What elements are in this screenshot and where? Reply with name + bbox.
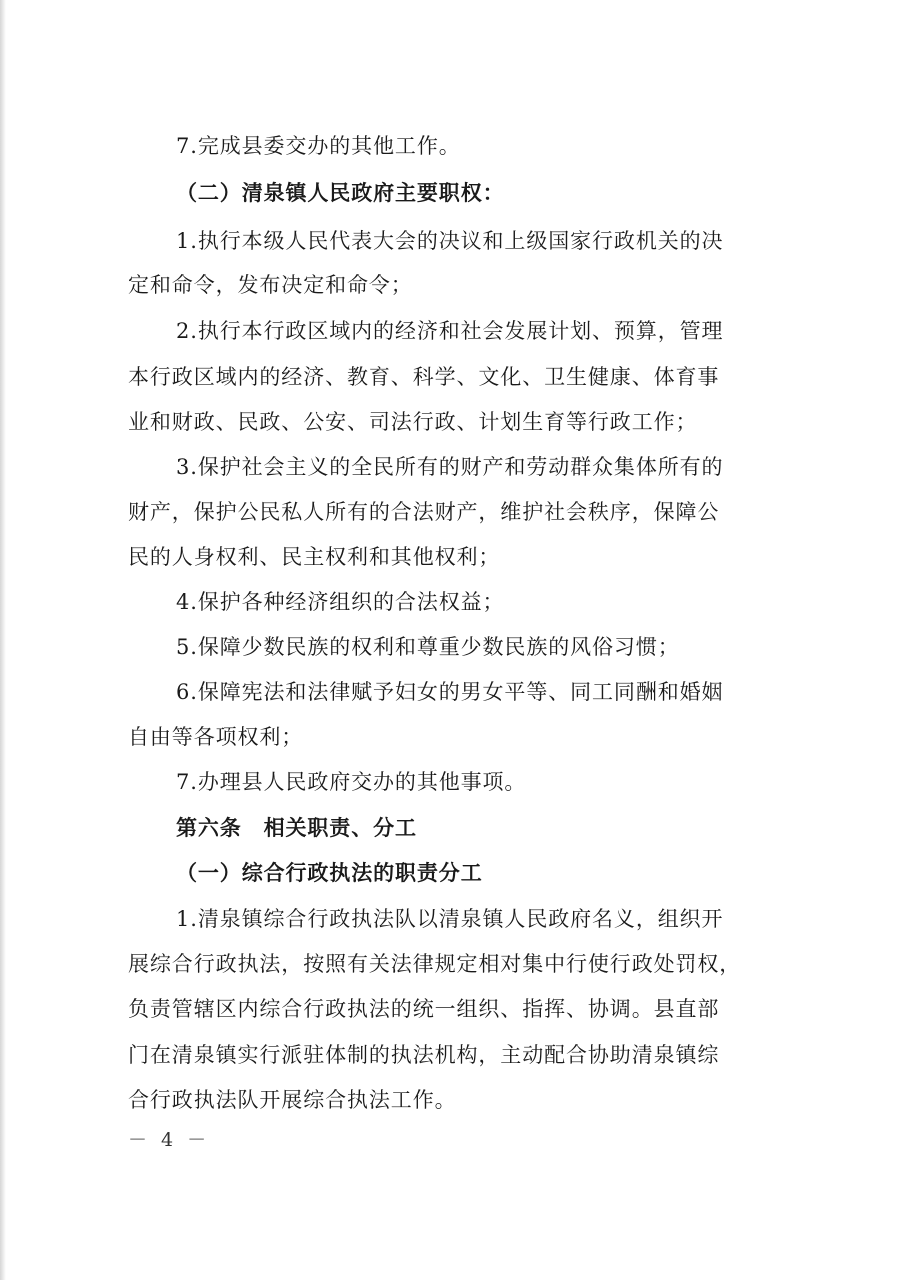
text-line: 4.保护各种经济组织的合法权益； — [176, 590, 505, 614]
scan-edge — [0, 0, 6, 1280]
text-line: 3.保护社会主义的全民所有的财产和劳动群众集体所有的 — [176, 455, 724, 479]
text-line: 1.执行本级人民代表大会的决议和上级国家行政机关的决 — [176, 229, 724, 253]
text-line: 业和财政、民政、公安、司法行政、计划生育等行政工作； — [128, 410, 698, 434]
text-line: 民的人身权利、民主权利和其他权利； — [128, 545, 501, 569]
section-heading: （一）综合行政执法的职责分工 — [176, 861, 483, 885]
article-heading: 第六条 相关职责、分工 — [176, 816, 417, 840]
text-line: 5.保障少数民族的权利和尊重少数民族的风俗习惯； — [176, 635, 680, 659]
text-line: 1.清泉镇综合行政执法队以清泉镇人民政府名义，组织开 — [176, 907, 724, 931]
text-line: 门在清泉镇实行派驻体制的执法机构，主动配合协助清泉镇综 — [128, 1043, 720, 1067]
text-line: 7.办理县人民政府交办的其他事项。 — [176, 770, 527, 794]
text-line: 本行政区域内的经济、教育、科学、文化、卫生健康、体育事 — [128, 365, 720, 389]
text-line: 负责管辖区内综合行政执法的统一组织、指挥、协调。县直部 — [128, 997, 720, 1021]
text-line: 合行政执法队开展综合执法工作。 — [128, 1088, 457, 1112]
text-line: 自由等各项权利； — [128, 725, 304, 749]
text-line: 2.执行本行政区域内的经济和社会发展计划、预算，管理 — [176, 319, 724, 343]
text-line: 6.保障宪法和法律赋予妇女的男女平等、同工同酬和婚姻 — [176, 680, 724, 704]
text-line: 财产，保护公民私人所有的合法财产，维护社会秩序，保障公 — [128, 500, 720, 524]
page-number: － 4 － — [128, 1129, 211, 1151]
text-line: 定和命令，发布决定和命令； — [128, 273, 413, 297]
text-line: 7.完成县委交办的其他工作。 — [176, 134, 461, 158]
text-line: 展综合行政执法，按照有关法律规定相对集中行使行政处罚权， — [128, 952, 742, 976]
section-heading: （二）清泉镇人民政府主要职权： — [176, 181, 505, 205]
